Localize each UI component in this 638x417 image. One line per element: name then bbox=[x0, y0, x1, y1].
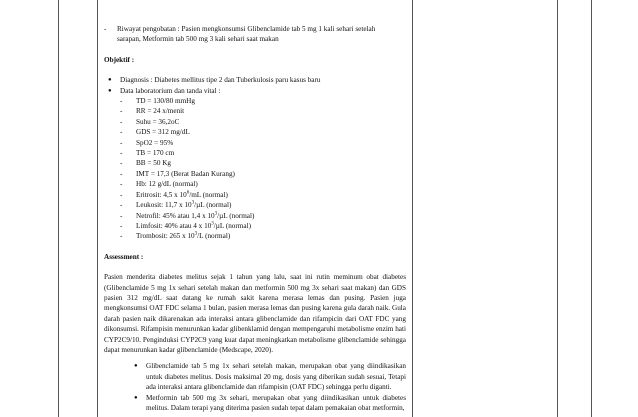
vital-gds: - GDS = 312 mg/dL bbox=[120, 127, 406, 137]
riwayat-line-2: sarapan, Metformin tab 500 mg 3 kali sehari saat makan bbox=[117, 35, 279, 44]
vital-imt: - IMT = 17,3 (Berat Badan Kurang) bbox=[120, 169, 406, 179]
vital-td: - TD = 130/80 mmHg bbox=[120, 96, 406, 106]
vital-tb: - TB = 170 cm bbox=[120, 148, 406, 158]
glibenclamide-item: ● Glibenclamide tab 5 mg 1x sehari setelah makan, merupakan obat yang diindikasikan untuk diabetes melitus. Dosis maksimal 20 mg, dosis yang diberikan sudah sesuai, Tetapi ada interaksi antara glibenclamide dan rifampisin (OAT FDC) sehingga perlu diganti. bbox=[136, 361, 406, 392]
diagnosis-item: ● Diagnosis : Diabetes mellitus tipe 2 dan Tuberkulosis paru kasus baru bbox=[104, 75, 406, 85]
lab-limfosit: - Limfosit: 40% atau 4 x $10^3/\mu L$ (normal) bbox=[120, 221, 406, 231]
lab-trombosit: - Trombosit: 265 x $10^3/L$ (normal) bbox=[120, 231, 406, 241]
table-border-col3 bbox=[557, 0, 558, 417]
soap-notes-cell bbox=[104, 24, 406, 413]
vital-suhu: - Suhu = 36,2oC bbox=[120, 117, 406, 127]
objektif-bullets bbox=[104, 75, 406, 96]
lab-eritrosit: - Eritrosit: 4,5 x $10^6/mL$ (normal) bbox=[120, 190, 406, 200]
table-border-right bbox=[591, 0, 592, 417]
lab-hb: - Hb: 12 g/dL (normal) bbox=[120, 179, 406, 189]
assessment-bullets bbox=[104, 361, 406, 413]
lab-leukosit: - Leukosit: 11,7 x $10^3/\mu L$ (normal) bbox=[120, 200, 406, 210]
lab-netrofil: - Netrofil: 45% atau 1,4 x $10^3/\mu L$ (normal) bbox=[120, 211, 406, 221]
vitals-list bbox=[104, 96, 406, 242]
table-border-left bbox=[58, 0, 59, 417]
table-border-col2 bbox=[412, 0, 413, 417]
vital-rr: - RR = 24 x/menit bbox=[120, 106, 406, 116]
lab-data-item: ● Data laboratorium dan tanda vital : bbox=[104, 86, 406, 96]
riwayat-line-1: Riwayat pengobatan : Pasien mengkonsumsi Glibenclamide tab 5 mg 1 kali sehari setelah bbox=[117, 25, 376, 33]
metformin-item: ● Metformin tab 500 mg 3x sehari, merupakan obat yang diindikasikan untuk diabetes melitus. Dalam terapi yang diterima pasien sudah tepat dalam pemakaian obat metformin, bbox=[136, 393, 406, 414]
assessment-paragraph: Pasien menderita diabetes melitus sejak 1 tahun yang lalu, saat ini rutin meminum obat diabetes (Glibenclamide 5 mg 1x sehari setelah makan dan metformin 500 mg 3x sehari saat makan) dan GDS pasien 312 mg/dL saat datang ke rumah sakit karena merasa lemas dan pusing. Pasien juga mengkonsumsi OAT FDC selama 1 bulan, pasien merasa lemas dan pusing karena gula darah naik. Gula darah pasien naik dikarenakan ada interaksi antara glibenclamide dan rifampicin dari OAT FDC yang dikonsumsi. Rifampisin menurunkan kadar glibenklamid dengan mempengaruhi metabolisme enzim hati CYP2C9/10. Penginduksi CYP2C9 yang kuat dapat meningkatkan metabolisme glibenclamide sehingga dapat menurunkan kadar glibenclamide (Medscape, 2020). bbox=[104, 273, 406, 354]
objektif-heading: Objektif : bbox=[104, 55, 135, 64]
vital-spo2: - SpO2 = 95% bbox=[120, 138, 406, 148]
riwayat-pengobatan: - Riwayat pengobatan : Pasien mengkonsumsi Glibenclamide tab 5 mg 1 kali sehari setelah sarapan, Metformin tab 500 mg 3 kali sehari saat makan bbox=[104, 24, 406, 45]
table-border-col1 bbox=[97, 0, 98, 417]
assessment-heading: Assessment : bbox=[104, 252, 144, 261]
vital-bb: - BB = 50 Kg bbox=[120, 158, 406, 168]
